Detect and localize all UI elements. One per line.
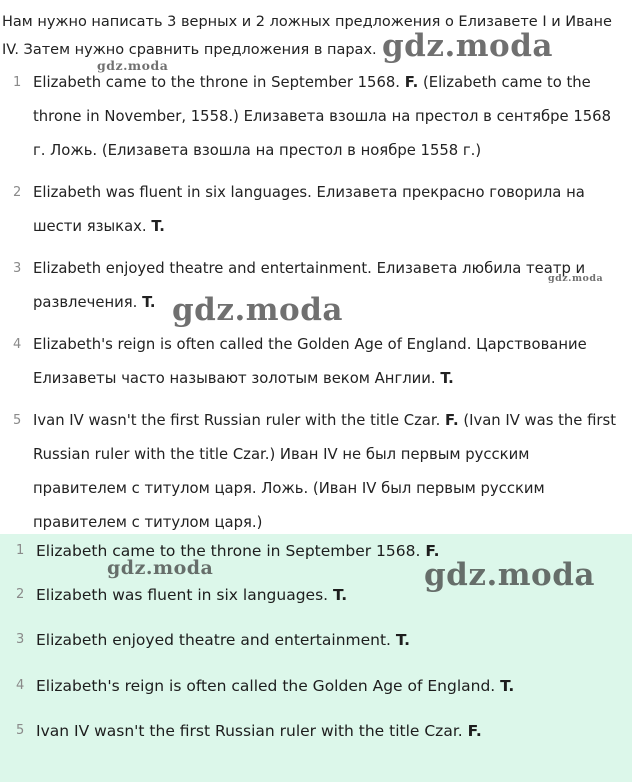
answer-row: [0, 671, 632, 701]
answer-number: 5: [16, 723, 25, 738]
item-mark: F.: [404, 74, 419, 91]
item-mark: T.: [151, 218, 165, 235]
answer-text: Ivan IV wasn't the first Russian ruler with the title Czar.: [36, 722, 468, 740]
item-number: 4: [13, 337, 22, 352]
answer-mark: T.: [333, 586, 348, 604]
answer-row: [0, 536, 632, 566]
item-text: Ivan IV wasn't the first Russian ruler with the title Czar.: [33, 412, 446, 429]
item-tail: (Elizabeth came to the throne in November, 1558.) Елизавета взошла на престол в сентябре 1568 г. Ложь. (Елизавета взошла на престол в ноябре 1558 г.): [33, 74, 611, 159]
answers-panel: [0, 534, 632, 782]
answer-row: [0, 580, 632, 610]
item-number: 2: [13, 185, 22, 200]
item-number: 3: [13, 261, 22, 276]
answer-text: Elizabeth's reign is often called the Golden Age of England.: [36, 677, 501, 695]
answer-number: 1: [16, 543, 25, 558]
answer-mark: F.: [425, 542, 440, 560]
list-item: [0, 404, 632, 540]
item-mark: F.: [445, 412, 459, 429]
watermark-logo: gdz.moda: [382, 28, 553, 64]
watermark-logo: gdz.moda: [424, 557, 595, 593]
item-text: Elizabeth enjoyed theatre and entertainment. Елизавета любила театр и развлечения.: [33, 260, 586, 311]
intro-paragraph: Нам нужно написать 3 верных и 2 ложных предложения о Елизавете I и Иване IV. Затем нужно сравнить предложения в парах.: [2, 14, 612, 58]
watermark-logo: gdz.moda: [97, 58, 169, 73]
answer-number: 4: [16, 678, 25, 693]
list-item: [0, 252, 632, 320]
answer-text: Elizabeth enjoyed theatre and entertainment.: [36, 631, 396, 649]
answer-mark: T.: [395, 631, 411, 649]
answer-mark: T.: [500, 677, 515, 695]
answer-row: [0, 716, 632, 746]
item-text: Elizabeth came to the throne in September 1568.: [33, 74, 405, 91]
watermark-logo: gdz.moda: [172, 292, 343, 328]
item-number: 1: [13, 75, 22, 90]
answer-number: 3: [16, 632, 25, 647]
list-item: [0, 328, 632, 396]
item-text: Elizabeth's reign is often called the Golden Age of England. Царствование Елизаветы часто называют золотым веком Англии.: [33, 336, 587, 387]
answer-text: Elizabeth was fluent in six languages.: [36, 586, 334, 604]
answer-mark: F.: [467, 722, 482, 740]
answer-row: [0, 625, 632, 655]
watermark-logo: gdz.moda: [107, 557, 214, 579]
answer-number: 2: [16, 587, 25, 602]
item-mark: T.: [440, 370, 454, 387]
statement-list: [0, 66, 632, 540]
item-tail: (Ivan IV was the first Russian ruler with the title Czar.) Иван IV не был первым русским правителем с титулом царя. Ложь. (Иван IV был первым русским правителем с титулом царя.): [33, 412, 617, 531]
item-mark: T.: [142, 294, 156, 311]
list-item: [0, 66, 632, 168]
item-text: Elizabeth was fluent in six languages. Елизавета прекрасно говорила на шести языках.: [33, 184, 585, 235]
list-item: [0, 176, 632, 244]
answer-text: Elizabeth came to the throne in September 1568.: [36, 542, 426, 560]
watermark-logo: gdz.moda: [548, 273, 604, 284]
item-number: 5: [13, 413, 22, 428]
